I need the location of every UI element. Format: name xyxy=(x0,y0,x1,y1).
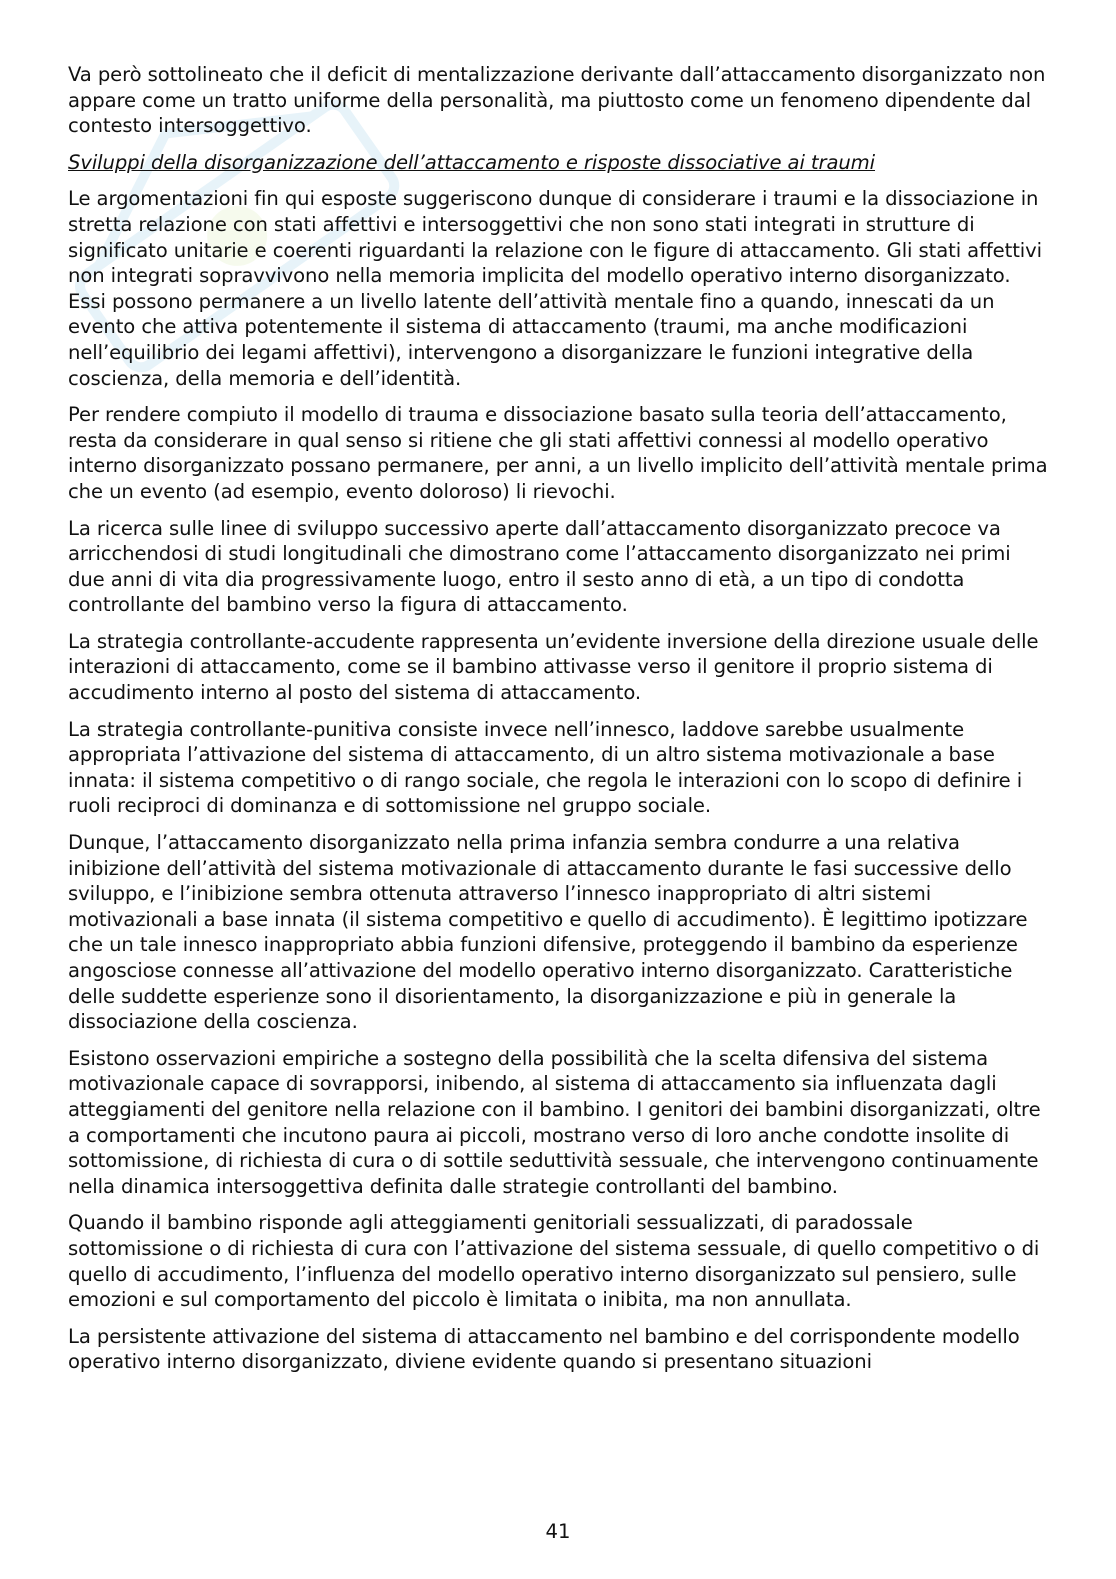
paragraph: La persistente attivazione del sistema di attaccamento nel bambino e del corrispondente modello operativo interno disorganizzato, diviene evidente quando si presentano situazioni xyxy=(68,1324,1020,1374)
paragraph: La strategia controllante-accudente rappresenta un’evidente inversione della direzione usuale delle interazioni di attaccamento, come se il bambino attivasse verso il genitore il proprio sistema di accudimento interno al posto del sistema di attaccamento. xyxy=(68,629,1039,705)
paragraph: Dunque, l’attaccamento disorganizzato nella prima infanzia sembra condurre a una relativa inibizione dell’attività del sistema motivazionale di attaccamento durante le fasi successive dello sviluppo, e l’inibizione sembra ottenuta attraverso l’innesco inappropriato di altri sistemi motivazionali a base innata (il sistema competitivo e quello di accudimento). È legittimo ipotizzare che un tale innesco inappropriato abbia funzioni difensive, proteggendo il bambino da esperienze angosciose connesse all’attivazione del modello operativo interno disorganizzato. Caratteristiche delle suddette esperienze sono il disorientamento, la disorganizzazione e più in generale la dissociazione della coscienza. xyxy=(68,831,1028,1034)
section-heading: Sviluppi della disorganizzazione dell’attaccamento e risposte dissociative ai traumi xyxy=(68,150,876,174)
paragraph-intro: Va però sottolineato che il deficit di mentalizzazione derivante dall’attaccamento disorganizzato non appare come un tratto uniforme della personalità, ma piuttosto come un fenomeno dipendente dal contesto intersoggettivo. xyxy=(68,63,1046,138)
document-body xyxy=(68,62,1053,1386)
paragraph: La ricerca sulle linee di sviluppo successivo aperte dall’attaccamento disorganizzato precoce va arricchendosi di studi longitudinali che dimostrano come l’attaccamento disorganizzato nei primi due anni di vita dia progressivamente luogo, entro il sesto anno di età, a un tipo di condotta controllante del bambino verso la figura di attaccamento. xyxy=(68,516,1011,617)
paragraph: La strategia controllante-punitiva consiste invece nell’innesco, laddove sarebbe usualmente appropriata l’attivazione del sistema di attaccamento, di un altro sistema motivazionale a base innata: il sistema competitivo o di rango sociale, che regola le interazioni con lo scopo di definire i ruoli reciproci di dominanza e di sottomissione nel gruppo sociale. xyxy=(68,717,1023,818)
paragraph: Esistono osservazioni empiriche a sostegno della possibilità che la scelta difensiva del sistema motivazionale capace di sovrapporsi, inibendo, al sistema di attaccamento sia influenzata dagli atteggiamenti del genitore nella relazione con il bambino. I genitori dei bambini disorganizzati, oltre a comportamenti che incutono paura ai piccoli, mostrano verso di loro anche condotte insolite di sottomissione, di richiesta di cura o di sottile seduttività sessuale, che intervengono continuamente nella dinamica intersoggettiva definita dalle strategie controllanti del bambino. xyxy=(68,1046,1041,1198)
paragraph: Le argomentazioni fin qui esposte suggeriscono dunque di considerare i traumi e la dissociazione in stretta relazione con stati affettivi e intersoggettivi che non sono stati integrati in strutture di significato unitarie e coerenti riguardanti la relazione con le figure di attaccamento. Gli stati affettivi non integrati sopravvivono nella memoria implicita del modello operativo interno disorganizzato. Essi possono permanere a un livello latente dell’attività mentale fino a quando, innescati da un evento che attiva potentemente il sistema di attaccamento (traumi, ma anche modificazioni nell’equilibrio dei legami affettivi), intervengono a disorganizzare le funzioni integrative della coscienza, della memoria e dell’identità. xyxy=(68,187,1042,390)
page-number: 41 xyxy=(545,1520,571,1543)
paragraph: Quando il bambino risponde agli atteggiamenti genitoriali sessualizzati, di paradossale sottomissione o di richiesta di cura con l’attivazione del sistema sessuale, di quello competitivo o di quello di accudimento, l’influenza del modello operativo interno disorganizzato sul pensiero, sulle emozioni e sul comportamento del piccolo è limitata o inibita, ma non annullata. xyxy=(68,1211,1040,1312)
paragraph: Per rendere compiuto il modello di trauma e dissociazione basato sulla teoria dell’attaccamento, resta da considerare in qual senso si ritiene che gli stati affettivi connessi al modello operativo interno disorganizzato possano permanere, per anni, a un livello implicito dell’attività mentale prima che un evento (ad esempio, evento doloroso) li rievochi. xyxy=(68,403,1048,503)
